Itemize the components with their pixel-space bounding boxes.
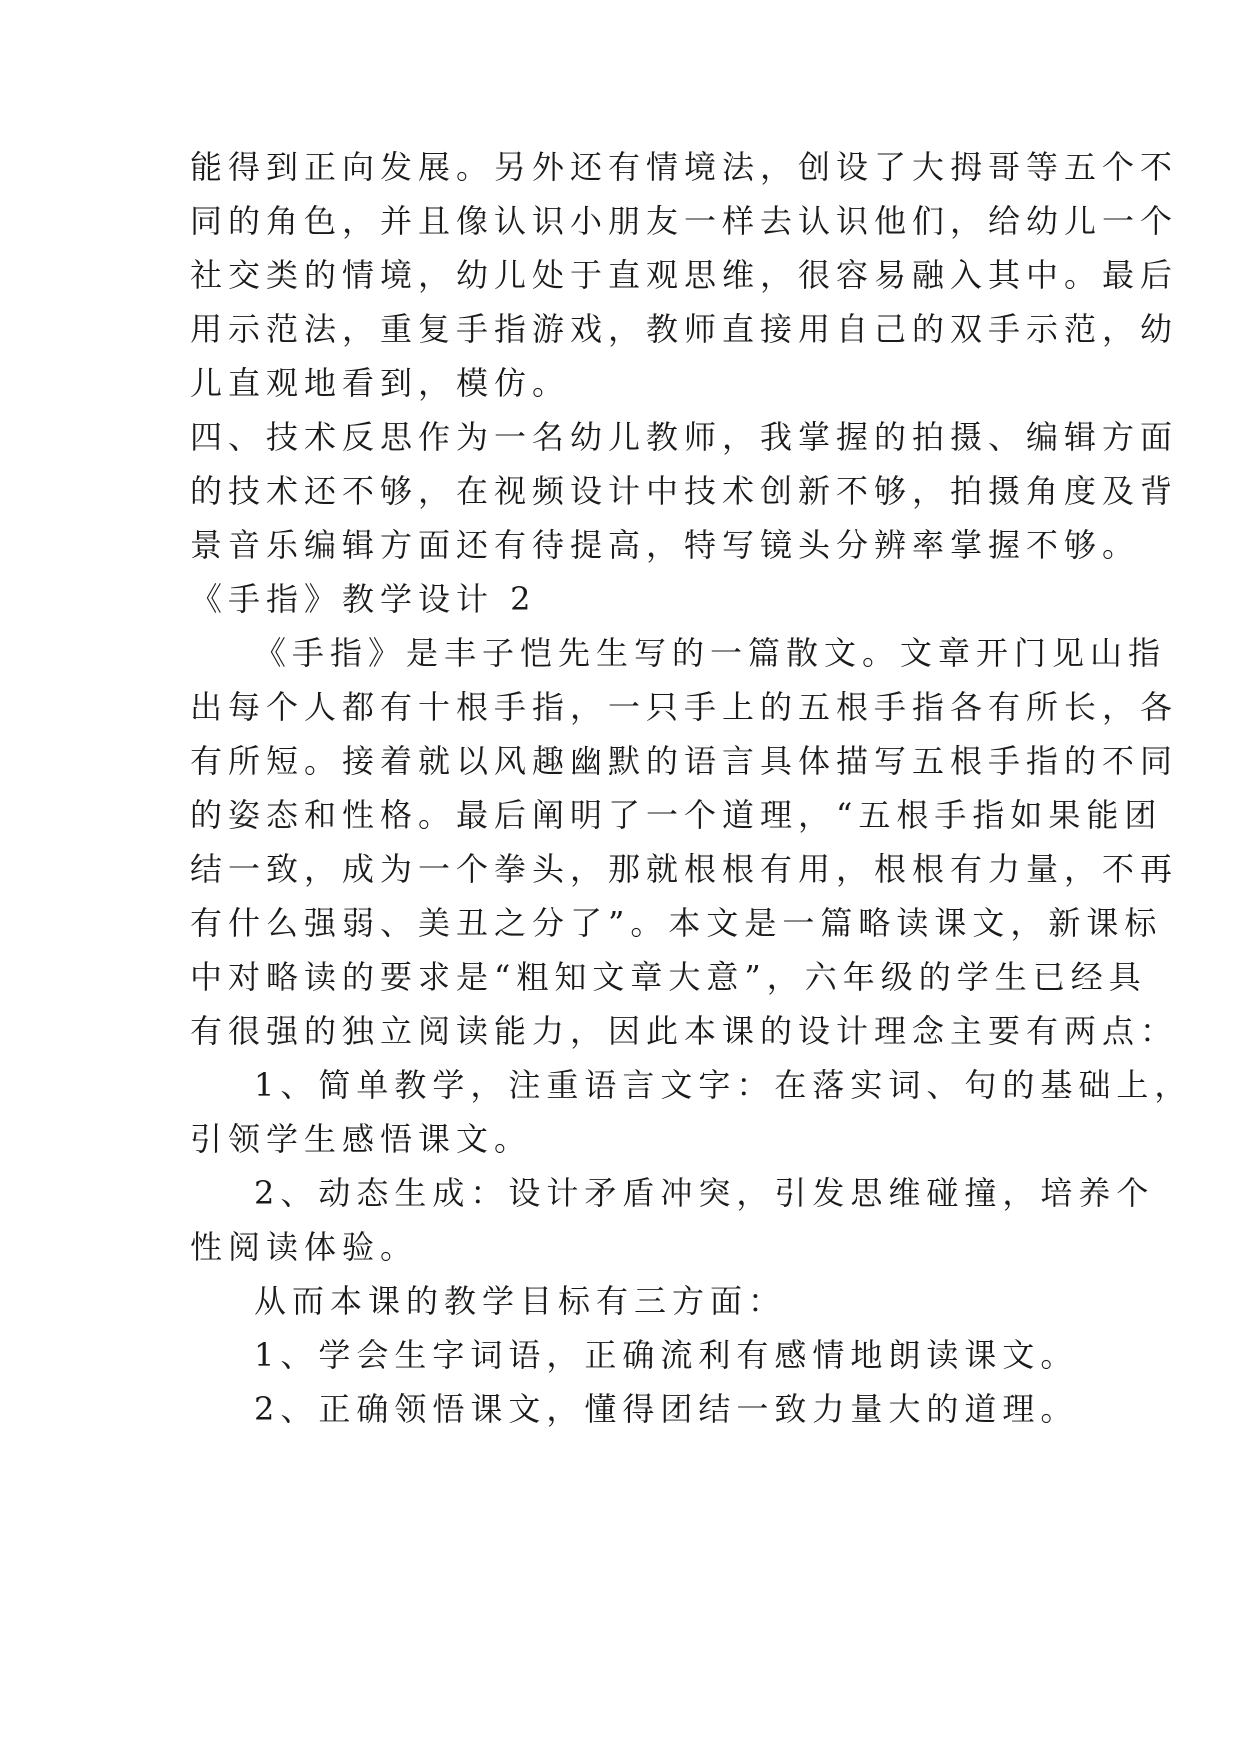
text-line: 用示范法，重复手指游戏，教师直接用自己的双手示范，幼 (190, 310, 1179, 348)
text-line: 性阅读体验。 (190, 1228, 419, 1266)
text-line: 出每个人都有十根手指，一只手上的五根手指各有所长，各 (190, 688, 1179, 726)
text-line: 的姿态和性格。最后阐明了一个道理，“五根手指如果能团 (190, 796, 1163, 834)
paragraph-first-line: 《手指》是丰子恺先生写的一篇散文。文章开门见山指 (254, 634, 1167, 672)
text-line: 能得到正向发展。另外还有情境法，创设了大拇哥等五个不 (190, 148, 1179, 186)
list-item-line: 2、正确领悟课文，懂得团结一致力量大的道理。 (254, 1390, 1079, 1428)
text-line: 结一致，成为一个拳头，那就根根有用，根根有力量，不再 (190, 850, 1179, 888)
text-line: 有所短。接着就以风趣幽默的语言具体描写五根手指的不同 (190, 742, 1179, 780)
list-item-line: 2、动态生成：设计矛盾冲突，引发思维碰撞，培养个 (254, 1174, 1155, 1212)
text-line: 中对略读的要求是“粗知文章大意”，六年级的学生已经具 (190, 958, 1147, 996)
section-title: 《手指》教学设计 2 (190, 580, 537, 618)
list-item-line: 1、学会生字词语，正确流利有感情地朗读课文。 (254, 1336, 1079, 1374)
paragraph-first-line: 从而本课的教学目标有三方面： (254, 1282, 787, 1320)
text-line: 同的角色，并且像认识小朋友一样去认识他们，给幼儿一个 (190, 202, 1179, 240)
text-line: 有很强的独立阅读能力，因此本课的设计理念主要有两点： (190, 1012, 1179, 1050)
text-line: 的技术还不够，在视频设计中技术创新不够，拍摄角度及背 (190, 472, 1179, 510)
text-line: 社交类的情境，幼儿处于直观思维，很容易融入其中。最后 (190, 256, 1179, 294)
text-line: 引领学生感悟课文。 (190, 1120, 533, 1158)
text-line: 儿直观地看到，模仿。 (190, 364, 571, 402)
section-heading-line: 四、技术反思作为一名幼儿教师，我掌握的拍摄、编辑方面 (190, 418, 1179, 456)
text-line: 景音乐编辑方面还有待提高，特写镜头分辨率掌握不够。 (190, 526, 1141, 564)
list-item-line: 1、简单教学，注重语言文字：在落实词、句的基础上， (254, 1066, 1193, 1104)
text-line: 有什么强弱、美丑之分了”。本文是一篇略读课文，新课标 (190, 904, 1163, 942)
